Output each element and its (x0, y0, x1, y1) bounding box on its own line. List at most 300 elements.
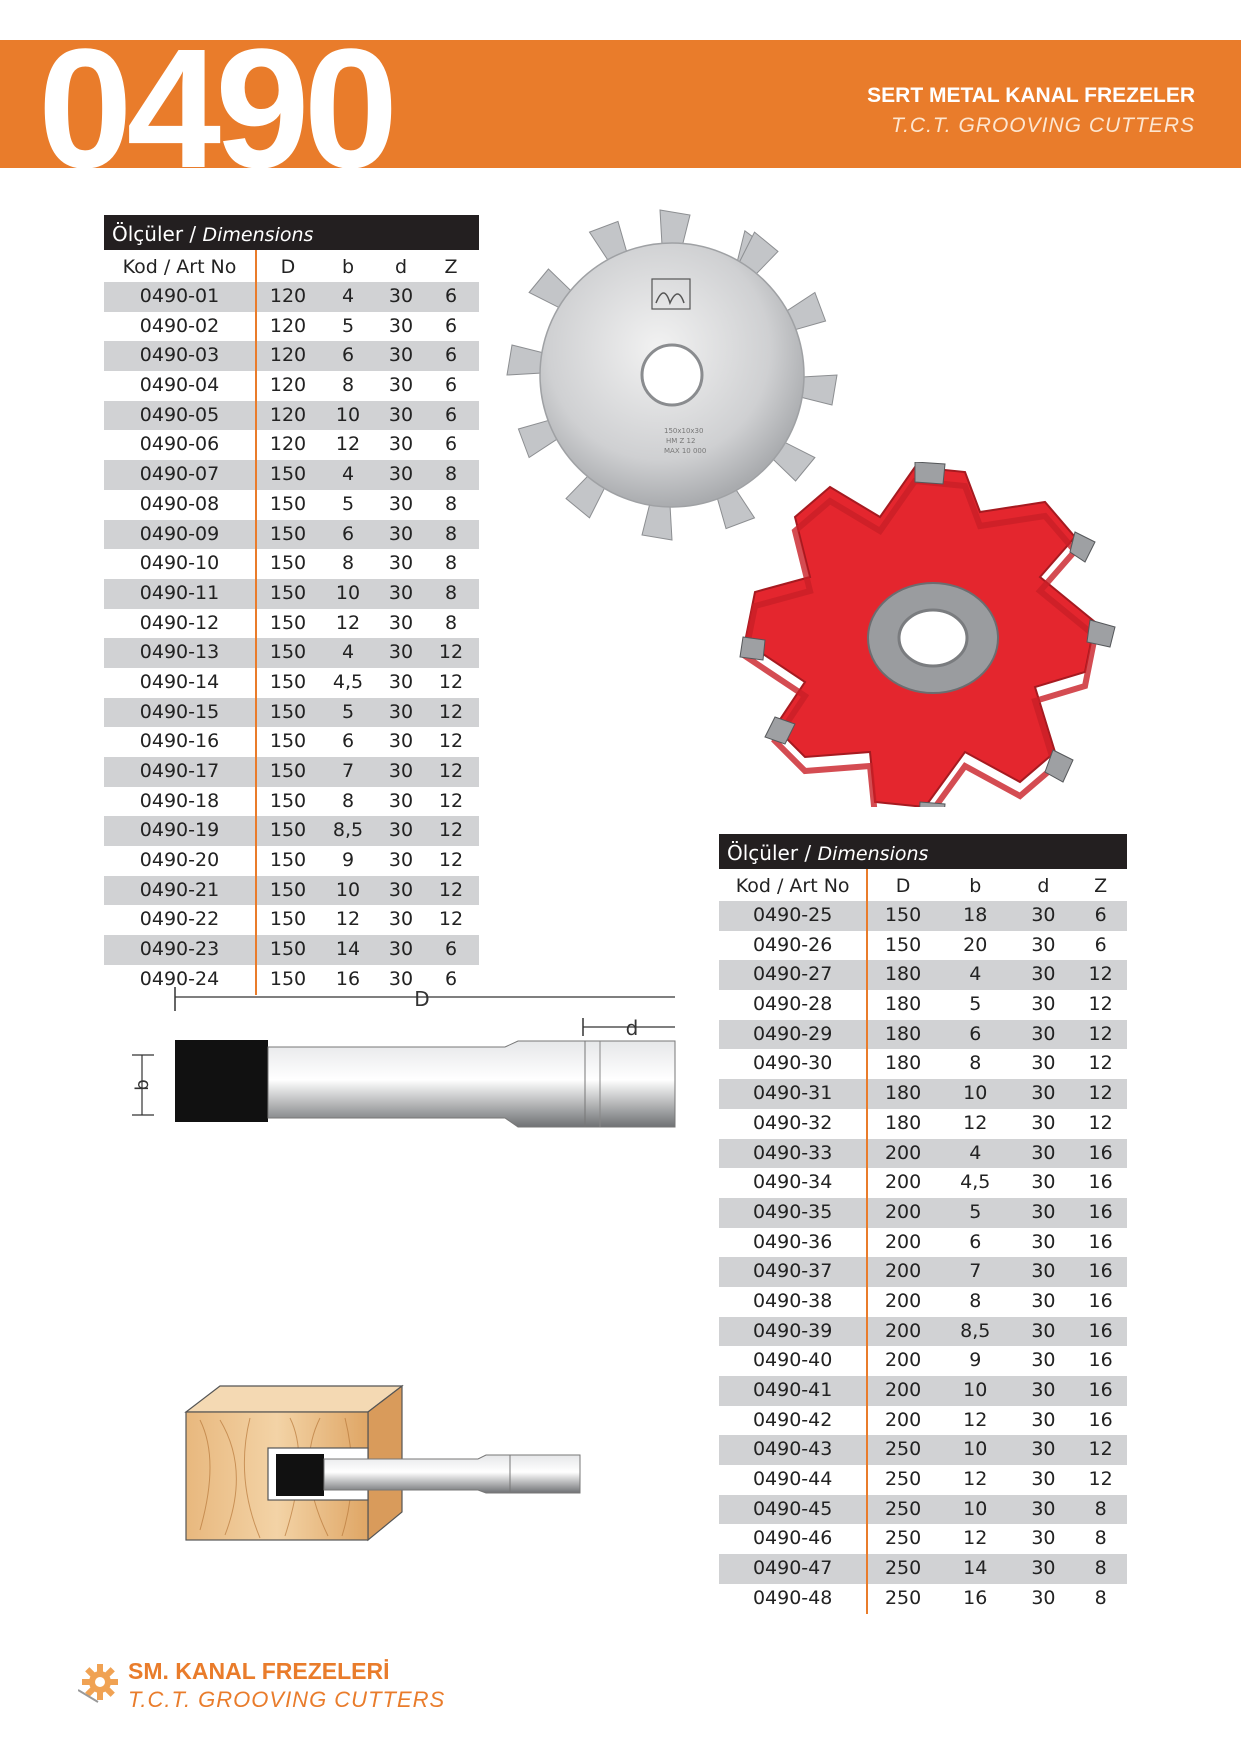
cell-Z: 16 (1088, 1260, 1113, 1283)
cell-D: 150 (269, 878, 307, 901)
dimensions-table-1 (104, 215, 479, 995)
cell-d: 30 (388, 819, 414, 842)
table-row (104, 460, 479, 490)
table-row (719, 1495, 1127, 1525)
cell-d: 30 (1031, 1052, 1056, 1075)
cell-D: 150 (269, 938, 307, 961)
cell-D: 180 (884, 993, 922, 1016)
cell-code: 0490-22 (104, 905, 257, 935)
cell-Z: 6 (444, 433, 458, 456)
cell-b: 4 (341, 463, 355, 486)
table-row (719, 931, 1127, 961)
table-row (719, 901, 1127, 931)
label-D: D (414, 987, 430, 1011)
cell-code: 0490-02 (104, 312, 257, 342)
cell-D: 180 (884, 963, 922, 986)
cell-D: 150 (269, 611, 307, 634)
cell-D: 200 (884, 1200, 922, 1223)
cell-d: 30 (388, 522, 414, 545)
cell-d: 30 (1031, 1260, 1056, 1283)
cell-Z: 12 (438, 849, 464, 872)
cell-code: 0490-17 (104, 757, 257, 787)
cell-b: 5 (969, 993, 982, 1016)
cell-Z: 12 (1088, 1022, 1113, 1045)
cell-code: 0490-38 (719, 1287, 868, 1317)
cell-Z: 8 (444, 492, 458, 515)
cell-code: 0490-09 (104, 520, 257, 550)
cell-code: 0490-24 (104, 965, 257, 995)
cell-code: 0490-28 (719, 990, 868, 1020)
col-code: Kod / Art No (104, 250, 257, 282)
cell-D: 200 (884, 1408, 922, 1431)
col-code: Kod / Art No (719, 869, 868, 901)
cell-d: 30 (1031, 1438, 1056, 1461)
cell-b: 10 (963, 1379, 988, 1401)
cell-d: 30 (388, 492, 414, 515)
cell-b: 12 (963, 1527, 988, 1550)
cell-D: 150 (269, 581, 307, 604)
cell-d: 30 (1031, 1141, 1056, 1164)
cell-code: 0490-08 (104, 490, 257, 520)
cell-b: 5 (969, 1200, 982, 1223)
cell-D: 180 (884, 1111, 922, 1134)
table-row (104, 341, 479, 371)
table-row (104, 371, 479, 401)
table-row (719, 1317, 1127, 1347)
cell-code: 0490-30 (719, 1049, 868, 1079)
table-row (104, 579, 479, 609)
cell-Z: 16 (1088, 1200, 1113, 1223)
col-b: b (341, 256, 355, 278)
cell-d: 30 (388, 581, 414, 604)
table-row (719, 1287, 1127, 1317)
cell-Z: 8 (1094, 1497, 1107, 1520)
cell-b: 4,5 (332, 670, 364, 693)
cell-code: 0490-03 (104, 341, 257, 371)
cell-b: 8 (341, 789, 355, 812)
table-row (104, 638, 479, 668)
cell-code: 0490-21 (104, 876, 257, 906)
col-Z: Z (444, 256, 458, 278)
table-row (719, 1109, 1127, 1139)
table-row (104, 698, 479, 728)
cell-D: 250 (884, 1527, 922, 1550)
table-row (104, 876, 479, 906)
cell-code: 0490-01 (104, 282, 257, 312)
cell-D: 200 (884, 1289, 922, 1312)
cell-code: 0490-46 (719, 1524, 868, 1554)
cell-b: 14 (335, 938, 361, 961)
cell-Z: 6 (444, 938, 458, 961)
table-row (104, 816, 479, 846)
cell-b: 14 (963, 1557, 988, 1580)
cell-d: 30 (388, 641, 414, 664)
table-row (719, 1376, 1127, 1406)
table-row (719, 1079, 1127, 1109)
cell-code: 0490-06 (104, 430, 257, 460)
footer-title: SM. KANAL FREZELERİ (128, 1658, 390, 1684)
cell-Z: 12 (438, 908, 464, 931)
cell-b: 8 (969, 1052, 982, 1075)
cell-D: 150 (269, 670, 307, 693)
cell-D: 150 (269, 492, 307, 515)
table-row (719, 1435, 1127, 1465)
cell-Z: 12 (1088, 963, 1113, 986)
cell-d: 30 (1031, 1289, 1056, 1312)
col-D: D (895, 875, 911, 897)
cell-d: 30 (388, 670, 414, 693)
cell-d: 30 (1031, 1379, 1056, 1401)
table-row (104, 490, 479, 520)
cell-Z: 16 (1088, 1230, 1113, 1253)
cell-code: 0490-27 (719, 960, 868, 990)
svg-text:HM Z 12: HM Z 12 (666, 437, 696, 445)
table-row (104, 668, 479, 698)
table-row (719, 960, 1127, 990)
cell-D: 120 (269, 403, 307, 426)
cell-d: 30 (1031, 1022, 1056, 1045)
table-row (104, 727, 479, 757)
cell-code: 0490-47 (719, 1554, 868, 1584)
table-row (104, 549, 479, 579)
cell-D: 250 (884, 1497, 922, 1520)
table-row (104, 312, 479, 342)
cell-D: 200 (884, 1260, 922, 1283)
table-row (104, 282, 479, 312)
col-d: d (1037, 875, 1050, 897)
cell-Z: 12 (438, 670, 464, 693)
cell-b: 8 (341, 552, 355, 575)
table-row (104, 757, 479, 787)
cell-D: 180 (884, 1082, 922, 1105)
cell-D: 150 (269, 819, 307, 842)
table-row (719, 1198, 1127, 1228)
cell-d: 30 (1031, 993, 1056, 1016)
cell-d: 30 (1031, 963, 1056, 986)
table-row (719, 1020, 1127, 1050)
table-heading: Ölçüler / Dimensions (719, 834, 1127, 869)
cell-b: 8 (341, 374, 355, 397)
cell-b: 12 (963, 1468, 988, 1491)
cell-code: 0490-25 (719, 901, 868, 931)
cell-d: 30 (388, 403, 414, 426)
cell-D: 150 (884, 904, 922, 926)
table-row (719, 1257, 1127, 1287)
col-Z: Z (1094, 875, 1108, 897)
cell-d: 30 (1031, 1408, 1056, 1431)
svg-text:MAX 10 000: MAX 10 000 (664, 447, 707, 455)
cell-b: 5 (341, 314, 355, 337)
table-row (719, 990, 1127, 1020)
table-row (719, 1524, 1127, 1554)
cell-code: 0490-31 (719, 1079, 868, 1109)
cell-b: 20 (963, 933, 988, 956)
col-D: D (280, 256, 296, 278)
cell-D: 250 (884, 1557, 922, 1580)
cell-code: 0490-26 (719, 931, 868, 961)
cell-Z: 6 (444, 967, 458, 990)
cell-Z: 12 (438, 819, 464, 842)
cell-Z: 12 (1088, 1468, 1113, 1491)
cell-D: 150 (269, 789, 307, 812)
footer-subtitle: T.C.T. GROOVING CUTTERS (128, 1687, 446, 1712)
cell-Z: 16 (1088, 1171, 1113, 1194)
cell-b: 12 (963, 1111, 988, 1134)
table-row (719, 1139, 1127, 1169)
cell-Z: 16 (1088, 1349, 1113, 1372)
cell-Z: 8 (1094, 1557, 1107, 1580)
cell-b: 4,5 (960, 1171, 991, 1194)
cell-Z: 12 (438, 730, 464, 753)
cell-D: 250 (884, 1586, 922, 1609)
cell-Z: 16 (1088, 1289, 1113, 1312)
cell-d: 30 (388, 789, 414, 812)
cell-d: 30 (388, 433, 414, 456)
cell-d: 30 (388, 878, 414, 901)
cell-d: 30 (1031, 1557, 1056, 1580)
cell-Z: 8 (444, 611, 458, 634)
table-row (719, 1168, 1127, 1198)
cell-D: 120 (269, 314, 307, 337)
cell-d: 30 (388, 849, 414, 872)
cell-d: 30 (388, 908, 414, 931)
cell-b: 16 (963, 1586, 988, 1609)
cell-d: 30 (1031, 933, 1056, 956)
table-heading: Ölçüler / Dimensions (104, 215, 479, 250)
cell-code: 0490-33 (719, 1139, 868, 1169)
table-row (719, 1049, 1127, 1079)
cell-code: 0490-07 (104, 460, 257, 490)
table-row (719, 1465, 1127, 1495)
cell-b: 5 (341, 492, 355, 515)
cell-Z: 6 (1094, 904, 1107, 926)
cell-D: 150 (269, 760, 307, 782)
cell-b: 6 (969, 1230, 982, 1253)
cell-Z: 6 (444, 314, 458, 337)
cell-D: 150 (269, 522, 307, 545)
cell-d: 30 (388, 730, 414, 753)
cell-D: 120 (269, 374, 307, 397)
cell-b: 10 (335, 403, 361, 426)
cell-d: 30 (388, 552, 414, 575)
cell-b: 10 (335, 878, 361, 901)
cell-d: 30 (388, 967, 414, 990)
cell-d: 30 (1031, 1586, 1056, 1609)
cell-d: 30 (388, 374, 414, 397)
cell-b: 6 (969, 1022, 982, 1045)
cell-d: 30 (1031, 1527, 1056, 1550)
cell-Z: 16 (1088, 1379, 1113, 1401)
cell-code: 0490-35 (719, 1198, 868, 1228)
cell-Z: 16 (1088, 1319, 1113, 1342)
cell-b: 10 (963, 1438, 988, 1461)
cell-b: 6 (341, 730, 355, 753)
cell-D: 150 (269, 967, 307, 990)
cell-d: 30 (1031, 1230, 1056, 1253)
cell-D: 150 (269, 908, 307, 931)
cell-b: 8,5 (960, 1319, 991, 1342)
cell-b: 8,5 (332, 819, 364, 842)
table-row (104, 787, 479, 817)
table-row (104, 609, 479, 639)
table-row (104, 935, 479, 965)
cell-code: 0490-10 (104, 549, 257, 579)
cell-d: 30 (1031, 1111, 1056, 1134)
table-row (719, 1346, 1127, 1376)
cell-b: 9 (969, 1349, 982, 1372)
cell-D: 150 (269, 700, 307, 723)
cell-Z: 12 (1088, 1082, 1113, 1105)
cell-d: 30 (1031, 904, 1056, 926)
cell-b: 4 (969, 1141, 982, 1164)
cell-Z: 12 (438, 641, 464, 664)
cell-Z: 6 (1094, 933, 1107, 956)
table-row (104, 430, 479, 460)
table-row (104, 401, 479, 431)
wood-groove-diagram (180, 1380, 650, 1555)
cell-Z: 12 (438, 878, 464, 901)
svg-text:150x10x30: 150x10x30 (664, 427, 704, 435)
cell-code: 0490-29 (719, 1020, 868, 1050)
cell-b: 9 (341, 849, 355, 872)
cell-d: 30 (1031, 1497, 1056, 1520)
table-row (104, 520, 479, 550)
cell-D: 200 (884, 1349, 922, 1372)
label-d: d (625, 1016, 639, 1040)
cell-b: 4 (969, 963, 982, 986)
cell-b: 5 (341, 700, 355, 723)
cell-Z: 12 (1088, 1438, 1113, 1461)
cell-d: 30 (388, 760, 414, 782)
cell-D: 120 (269, 433, 307, 456)
cell-code: 0490-13 (104, 638, 257, 668)
cell-b: 7 (341, 760, 355, 782)
cell-Z: 8 (1094, 1527, 1107, 1550)
cell-code: 0490-14 (104, 668, 257, 698)
cell-Z: 6 (444, 285, 458, 307)
cell-b: 6 (341, 344, 355, 367)
cell-b: 12 (963, 1408, 988, 1431)
cell-d: 30 (388, 700, 414, 723)
cell-d: 30 (1031, 1200, 1056, 1223)
cell-D: 150 (269, 849, 307, 872)
cell-code: 0490-41 (719, 1376, 868, 1406)
cell-Z: 8 (444, 552, 458, 575)
cell-b: 4 (341, 285, 355, 307)
cell-Z: 8 (444, 581, 458, 604)
cell-D: 200 (884, 1141, 922, 1164)
cell-b: 8 (969, 1289, 982, 1312)
cell-Z: 16 (1088, 1141, 1113, 1164)
table-row (719, 1584, 1127, 1614)
table-row (104, 846, 479, 876)
cell-code: 0490-05 (104, 401, 257, 431)
table-row (719, 1228, 1127, 1258)
cell-Z: 12 (438, 789, 464, 812)
cell-D: 150 (269, 552, 307, 575)
column-headers (719, 869, 1127, 901)
cell-b: 6 (341, 522, 355, 545)
cell-b: 12 (335, 908, 361, 931)
cell-Z: 6 (444, 403, 458, 426)
cell-Z: 12 (1088, 1111, 1113, 1134)
cell-D: 120 (269, 285, 307, 307)
cell-code: 0490-42 (719, 1406, 868, 1436)
header-title: SERT METAL KANAL FREZELER (867, 84, 1195, 107)
cell-d: 30 (1031, 1319, 1056, 1342)
label-b: b (132, 1079, 153, 1091)
cell-code: 0490-15 (104, 698, 257, 728)
cell-D: 200 (884, 1230, 922, 1253)
cell-Z: 6 (444, 344, 458, 367)
cell-b: 4 (341, 641, 355, 664)
cell-Z: 12 (438, 760, 464, 782)
cell-D: 150 (884, 933, 922, 956)
cell-D: 120 (269, 344, 307, 367)
cell-code: 0490-44 (719, 1465, 868, 1495)
cell-code: 0490-40 (719, 1346, 868, 1376)
cell-D: 250 (884, 1438, 922, 1461)
cell-code: 0490-04 (104, 371, 257, 401)
dimension-diagram (120, 975, 695, 1245)
cell-code: 0490-11 (104, 579, 257, 609)
col-b: b (969, 875, 982, 897)
cell-Z: 8 (1094, 1586, 1107, 1609)
cell-code: 0490-19 (104, 816, 257, 846)
cell-d: 30 (1031, 1171, 1056, 1194)
cell-b: 12 (335, 611, 361, 634)
cell-code: 0490-48 (719, 1584, 868, 1614)
cell-D: 200 (884, 1171, 922, 1194)
cell-Z: 12 (1088, 1052, 1113, 1075)
cell-Z: 12 (1088, 993, 1113, 1016)
cell-code: 0490-34 (719, 1168, 868, 1198)
table-row (719, 1554, 1127, 1584)
cell-Z: 16 (1088, 1408, 1113, 1431)
cell-D: 180 (884, 1022, 922, 1045)
cell-D: 150 (269, 641, 307, 664)
cell-d: 30 (388, 314, 414, 337)
cell-D: 250 (884, 1468, 922, 1491)
cell-code: 0490-16 (104, 727, 257, 757)
header-subtitle: T.C.T. GROOVING CUTTERS (891, 114, 1195, 137)
cell-code: 0490-32 (719, 1109, 868, 1139)
cell-b: 10 (963, 1497, 988, 1520)
cell-code: 0490-23 (104, 935, 257, 965)
cell-code: 0490-20 (104, 846, 257, 876)
red-cutter-image (725, 462, 1120, 807)
cell-d: 30 (388, 285, 414, 307)
table-row (104, 905, 479, 935)
cell-Z: 6 (444, 374, 458, 397)
cell-D: 150 (269, 730, 307, 753)
cell-b: 18 (963, 904, 988, 926)
table-row (719, 1406, 1127, 1436)
cell-d: 30 (388, 463, 414, 486)
cell-D: 180 (884, 1052, 922, 1075)
cell-d: 30 (388, 611, 414, 634)
cell-b: 16 (335, 967, 361, 990)
cell-code: 0490-37 (719, 1257, 868, 1287)
product-number: 0490 (38, 14, 393, 204)
cell-b: 10 (335, 581, 361, 604)
cell-code: 0490-36 (719, 1228, 868, 1258)
cell-code: 0490-43 (719, 1435, 868, 1465)
cell-d: 30 (1031, 1468, 1056, 1491)
cell-b: 10 (963, 1082, 988, 1105)
cell-b: 12 (335, 433, 361, 456)
cell-code: 0490-12 (104, 609, 257, 639)
